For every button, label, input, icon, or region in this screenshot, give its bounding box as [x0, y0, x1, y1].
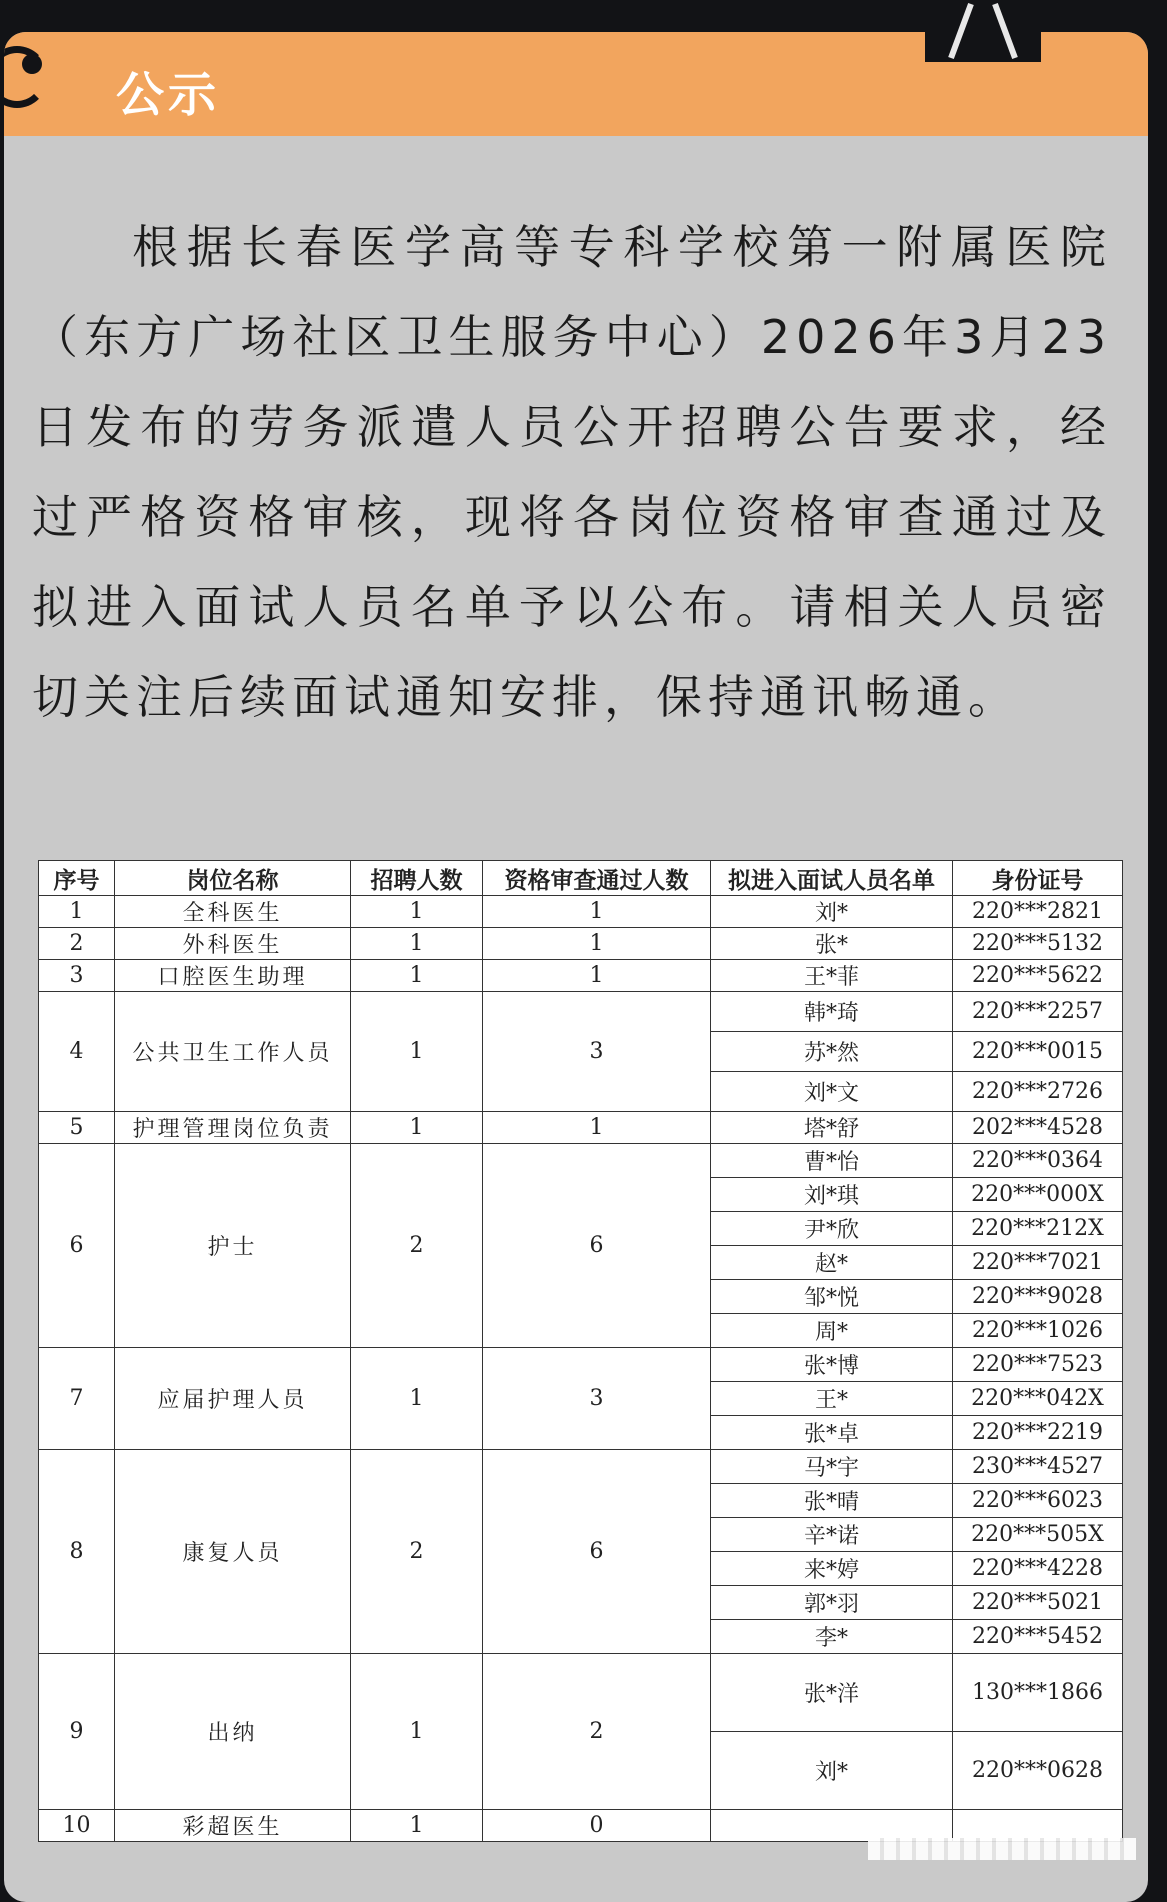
cell-candidate-name: 曹*怡 [711, 1144, 953, 1178]
candidate-table-wrapper [38, 860, 1122, 1842]
cell-id-number [953, 1810, 1123, 1842]
cell-no: 2 [39, 928, 115, 960]
cell-id-number: 220***505X [953, 1518, 1123, 1552]
cell-candidate-name: 邹*悦 [711, 1280, 953, 1314]
cell-no: 5 [39, 1112, 115, 1144]
table-row [39, 960, 1123, 992]
cell-id-number: 130***1866 [953, 1654, 1123, 1732]
cell-candidate-name: 苏*然 [711, 1032, 953, 1072]
cell-candidate-name: 张*晴 [711, 1484, 953, 1518]
cell-id-number: 220***9028 [953, 1280, 1123, 1314]
cell-pass: 6 [483, 1450, 711, 1654]
cell-post: 外科医生 [115, 928, 351, 960]
hanger-icon [925, 0, 1041, 62]
cell-pass: 0 [483, 1810, 711, 1842]
cell-id-number: 220***5021 [953, 1586, 1123, 1620]
table-row [39, 1450, 1123, 1484]
cell-post: 口腔医生助理 [115, 960, 351, 992]
cell-id-number: 220***5132 [953, 928, 1123, 960]
cell-id-number: 220***000X [953, 1178, 1123, 1212]
cell-pass: 2 [483, 1654, 711, 1810]
cell-candidate-name: 张*洋 [711, 1654, 953, 1732]
table-row [39, 1144, 1123, 1178]
cell-id-number: 220***212X [953, 1212, 1123, 1246]
cell-pass: 3 [483, 1348, 711, 1450]
table-row [39, 1810, 1123, 1842]
intro-paragraph: 根据长春医学高等专科学校第一附属医院（东方广场社区卫生服务中心）2026年3月23日发布的劳务派遣人员公开招聘公告要求，经过严格资格审核，现将各岗位资格审查通过及拟进入面试人员名单予以公布。请相关人员密切关注后续面试通知安排，保持通讯畅通。 [32, 220, 1112, 724]
cell-id-number: 220***2821 [953, 896, 1123, 928]
table-body [39, 896, 1123, 1842]
cell-hire: 1 [351, 1348, 483, 1450]
cell-hire: 2 [351, 1450, 483, 1654]
cell-pass: 1 [483, 896, 711, 928]
cell-candidate-name: 王* [711, 1382, 953, 1416]
cell-post: 康复人员 [115, 1450, 351, 1654]
cell-pass: 6 [483, 1144, 711, 1348]
cell-id-number: 220***6023 [953, 1484, 1123, 1518]
cell-post: 出纳 [115, 1654, 351, 1810]
cell-post: 应届护理人员 [115, 1348, 351, 1450]
cell-candidate-name: 周* [711, 1314, 953, 1348]
cell-hire: 2 [351, 1144, 483, 1348]
table-header-row [39, 861, 1123, 896]
cell-id-number: 220***0364 [953, 1144, 1123, 1178]
cell-candidate-name: 尹*欣 [711, 1212, 953, 1246]
cell-candidate-name: 刘* [711, 896, 953, 928]
cell-post: 公共卫生工作人员 [115, 992, 351, 1112]
cell-hire: 1 [351, 992, 483, 1112]
cell-id-number: 220***4228 [953, 1552, 1123, 1586]
cell-id-number: 220***7523 [953, 1348, 1123, 1382]
cell-candidate-name: 马*宇 [711, 1450, 953, 1484]
cell-id-number: 220***0015 [953, 1032, 1123, 1072]
cell-post: 护理管理岗位负责 [115, 1112, 351, 1144]
binder-dot-icon [22, 54, 42, 74]
table-row [39, 1654, 1123, 1732]
cell-id-number: 230***4527 [953, 1450, 1123, 1484]
cell-no: 9 [39, 1654, 115, 1810]
cell-candidate-name: 刘*文 [711, 1072, 953, 1112]
notice-card [4, 32, 1148, 1902]
cell-id-number: 220***2257 [953, 992, 1123, 1032]
cell-post: 彩超医生 [115, 1810, 351, 1842]
cell-candidate-name [711, 1810, 953, 1842]
candidate-table [38, 860, 1123, 1842]
cell-hire: 1 [351, 1654, 483, 1810]
cell-candidate-name: 郭*羽 [711, 1586, 953, 1620]
cell-no: 3 [39, 960, 115, 992]
cell-id-number: 220***5622 [953, 960, 1123, 992]
table-row [39, 928, 1123, 960]
cell-id-number: 220***7021 [953, 1246, 1123, 1280]
cell-hire: 1 [351, 1810, 483, 1842]
cell-no: 10 [39, 1810, 115, 1842]
cell-candidate-name: 来*婷 [711, 1552, 953, 1586]
cell-candidate-name: 李* [711, 1620, 953, 1654]
cell-pass: 1 [483, 1112, 711, 1144]
cell-candidate-name: 张*博 [711, 1348, 953, 1382]
header-col-id: 身份证号 [953, 861, 1123, 896]
cell-candidate-name: 王*菲 [711, 960, 953, 992]
page-scroll-indicator[interactable] [868, 1838, 1136, 1860]
cell-pass: 3 [483, 992, 711, 1112]
cell-no: 8 [39, 1450, 115, 1654]
header-col-hire: 招聘人数 [351, 861, 483, 896]
page-title: 公示 [116, 67, 221, 123]
cell-post: 全科医生 [115, 896, 351, 928]
cell-post: 护士 [115, 1144, 351, 1348]
cell-hire: 1 [351, 960, 483, 992]
cell-candidate-name: 张*卓 [711, 1416, 953, 1450]
cell-hire: 1 [351, 1112, 483, 1144]
cell-hire: 1 [351, 928, 483, 960]
cell-id-number: 220***2726 [953, 1072, 1123, 1112]
cell-id-number: 220***1026 [953, 1314, 1123, 1348]
table-row [39, 992, 1123, 1032]
cell-id-number: 220***2219 [953, 1416, 1123, 1450]
header-col-no: 序号 [39, 861, 115, 896]
cell-no: 1 [39, 896, 115, 928]
cell-candidate-name: 刘*琪 [711, 1178, 953, 1212]
cell-id-number: 220***042X [953, 1382, 1123, 1416]
cell-candidate-name: 赵* [711, 1246, 953, 1280]
cell-no: 7 [39, 1348, 115, 1450]
cell-candidate-name: 辛*诺 [711, 1518, 953, 1552]
cell-no: 4 [39, 992, 115, 1112]
table-row [39, 1348, 1123, 1382]
header-col-post: 岗位名称 [115, 861, 351, 896]
cell-id-number: 202***4528 [953, 1112, 1123, 1144]
cell-candidate-name: 塔*舒 [711, 1112, 953, 1144]
table-row [39, 1112, 1123, 1144]
cell-id-number: 220***5452 [953, 1620, 1123, 1654]
header-col-names: 拟进入面试人员名单 [711, 861, 953, 896]
table-row [39, 896, 1123, 928]
cell-pass: 1 [483, 928, 711, 960]
cell-hire: 1 [351, 896, 483, 928]
cell-candidate-name: 张* [711, 928, 953, 960]
cell-candidate-name: 韩*琦 [711, 992, 953, 1032]
cell-id-number: 220***0628 [953, 1732, 1123, 1810]
cell-no: 6 [39, 1144, 115, 1348]
header-col-pass: 资格审查通过人数 [483, 861, 711, 896]
cell-candidate-name: 刘* [711, 1732, 953, 1810]
cell-pass: 1 [483, 960, 711, 992]
